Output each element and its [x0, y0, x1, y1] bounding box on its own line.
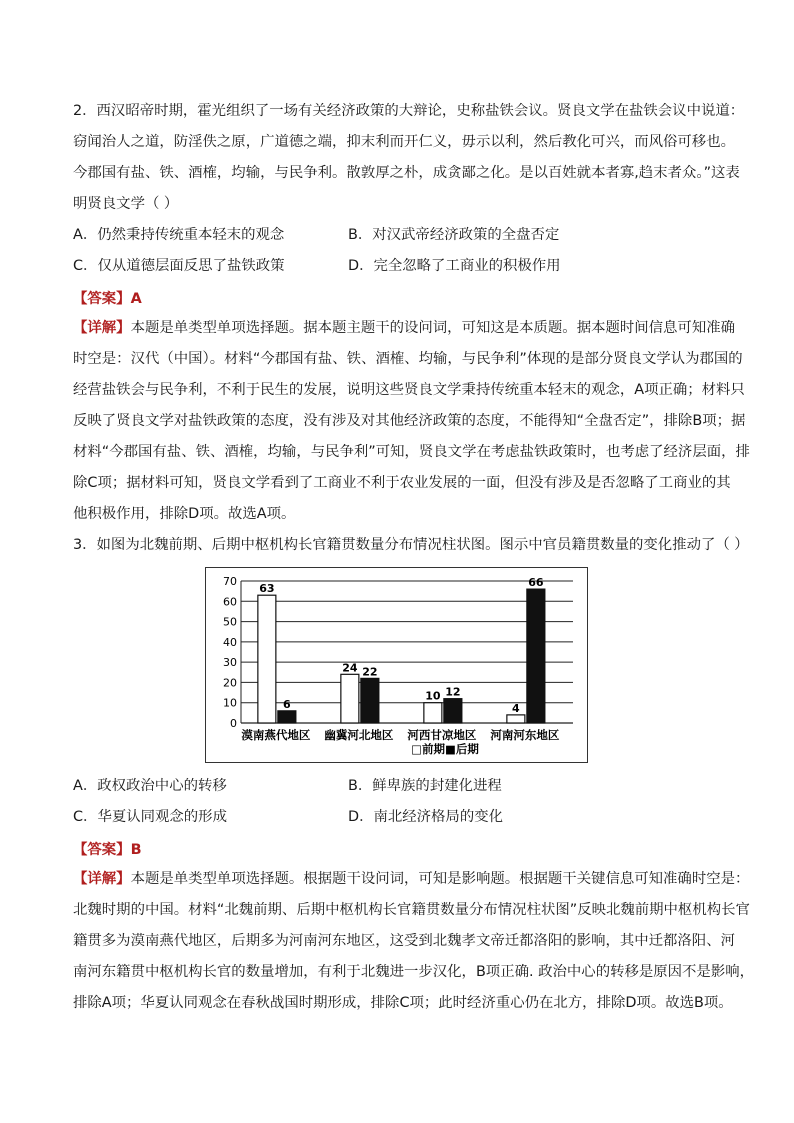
bar-early [341, 674, 359, 723]
y-tick-label: 50 [223, 615, 237, 629]
y-tick-label: 70 [223, 575, 237, 588]
bar-late [278, 711, 296, 723]
category-label: 河西甘凉地区 [407, 728, 477, 742]
bar-chart-svg [205, 567, 588, 763]
q3-detail-line-2: 北魏时期的中国。材料“北魏前期、后期中枢机构长官籍贯数量分布情况柱状图”反映北魏前期中枢机构长官 [73, 902, 750, 918]
q2-stem-line-3: 今郡国有盐、铁、酒榷，均输，与民争利。散敦厚之朴，成贪鄙之化。是以百姓就本者寡,趋末者众。”这表 [73, 165, 740, 181]
category-label: 漠南燕代地区 [241, 728, 311, 742]
q2-detail-line-2: 时空是：汉代（中国）。材料“今郡国有盐、铁、酒榷、均输，与民争利”体现的是部分贤良文学认为郡国的 [73, 351, 743, 367]
bar-value-label: 10 [425, 689, 441, 703]
chart-legend: □前期■后期 [411, 742, 479, 756]
y-tick-label: 30 [223, 656, 237, 670]
bar-value-label: 22 [362, 665, 378, 679]
q2-detail-label: 【详解】 [73, 320, 131, 336]
q2-detail-line-3: 经营盐铁会与民争利，不利于民生的发展，说明这些贤良文学秉持传统重本轻末的观念，A项正确；材料只 [73, 382, 745, 398]
q2-answer: 【答案】A [73, 291, 142, 307]
bar-value-label: 6 [283, 697, 291, 711]
y-tick-label: 10 [223, 696, 237, 710]
y-tick-label: 40 [223, 635, 237, 649]
bar-late [527, 589, 545, 723]
bar-value-label: 24 [342, 661, 358, 675]
q3-option-d: D．南北经济格局的变化 [348, 809, 503, 825]
bar-early [424, 703, 442, 723]
bar-early [507, 715, 525, 723]
q2-detail-line-5: 材料“今郡国有盐、铁、酒榷，均输，与民争利”可知，贤良文学在考虑盐铁政策时，也考虑了经济层面，排 [73, 444, 750, 460]
q3-detail-line-5: 排除A项；华夏认同观念在春秋战国时期形成，排除C项；此时经济重心仍在北方，排除D项。故选B项。 [73, 995, 733, 1011]
q2-option-b: B．对汉武帝经济政策的全盘否定 [348, 227, 560, 243]
category-label: 河南河东地区 [490, 728, 560, 742]
q3-detail-label: 【详解】 [73, 871, 131, 887]
y-tick-label: 0 [230, 717, 237, 730]
q3-detail-text-1: 本题是单类型单项选择题。根据题干设问词，可知是影响题。根据题干关键信息可知准确时空是： [130, 871, 750, 887]
bar-chart [205, 567, 588, 763]
q2-stem-line-4: 明贤良文学（ ） [73, 196, 179, 212]
q2-option-a: A．仍然秉持传统重本轻末的观念 [73, 227, 285, 243]
q2-detail-line-1 [73, 318, 733, 338]
q2-option-c: C．仅从道德层面反思了盐铁政策 [73, 258, 285, 274]
q3-stem: 3．如图为北魏前期、后期中枢机构长官籍贯数量分布情况柱状图。图示中官员籍贯数量的变化推动了（ ） [73, 537, 749, 553]
y-tick-label: 60 [223, 595, 237, 609]
q3-option-a: A．政权政治中心的转移 [73, 778, 227, 794]
q3-detail-line-4: 南河东籍贯中枢机构长官的数量增加，有利于北魏进一步汉化，B项正确. 政治中心的转移是原因不是影响， [73, 964, 754, 980]
bar-value-label: 66 [528, 576, 544, 590]
q2-detail-text-1: 本题是单类型单项选择题。据本题主题干的设问词，可知这是本质题。据本题时间信息可知准确 [130, 320, 735, 336]
q2-stem-line-2: 窃闻治人之道，防淫佚之原，广道德之端，抑末利而开仁义，毋示以利，然后教化可兴，而风俗可移也。 [73, 134, 735, 150]
bar-late [444, 699, 462, 723]
q2-option-d: D．完全忽略了工商业的积极作用 [348, 258, 561, 274]
bar-value-label: 63 [259, 582, 275, 596]
q3-detail-line-3: 籍贯多为漠南燕代地区，后期多为河南河东地区，这受到北魏孝文帝迁都洛阳的影响，其中迁都洛阳、河 [73, 933, 735, 949]
q2-detail-line-4: 反映了贤良文学对盐铁政策的态度，没有涉及对其他经济政策的态度，不能得知“全盘否定”，排除B项；据 [73, 413, 746, 429]
category-label: 幽冀河北地区 [324, 728, 394, 742]
q3-option-c: C．华夏认同观念的形成 [73, 809, 227, 825]
y-tick-label: 20 [223, 676, 237, 690]
bar-late [361, 678, 379, 723]
q3-answer: 【答案】B [73, 842, 142, 858]
bar-value-label: 12 [445, 685, 461, 699]
q3-option-b: B．鲜卑族的封建化进程 [348, 778, 502, 794]
q3-detail-line-1 [73, 869, 750, 889]
q2-detail-line-6: 除C项；据材料可知，贤良文学看到了工商业不利于农业发展的一面，但没有涉及是否忽略了工商业的其 [73, 475, 731, 491]
bar-early [258, 595, 276, 723]
bar-value-label: 4 [512, 701, 520, 715]
q2-stem-line-1: 2．西汉昭帝时期，霍光组织了一场有关经济政策的大辩论，史称盐铁会议。贤良文学在盐铁会议中说道： [73, 103, 745, 119]
q2-detail-line-7: 他积极作用，排除D项。故选A项。 [73, 506, 296, 522]
